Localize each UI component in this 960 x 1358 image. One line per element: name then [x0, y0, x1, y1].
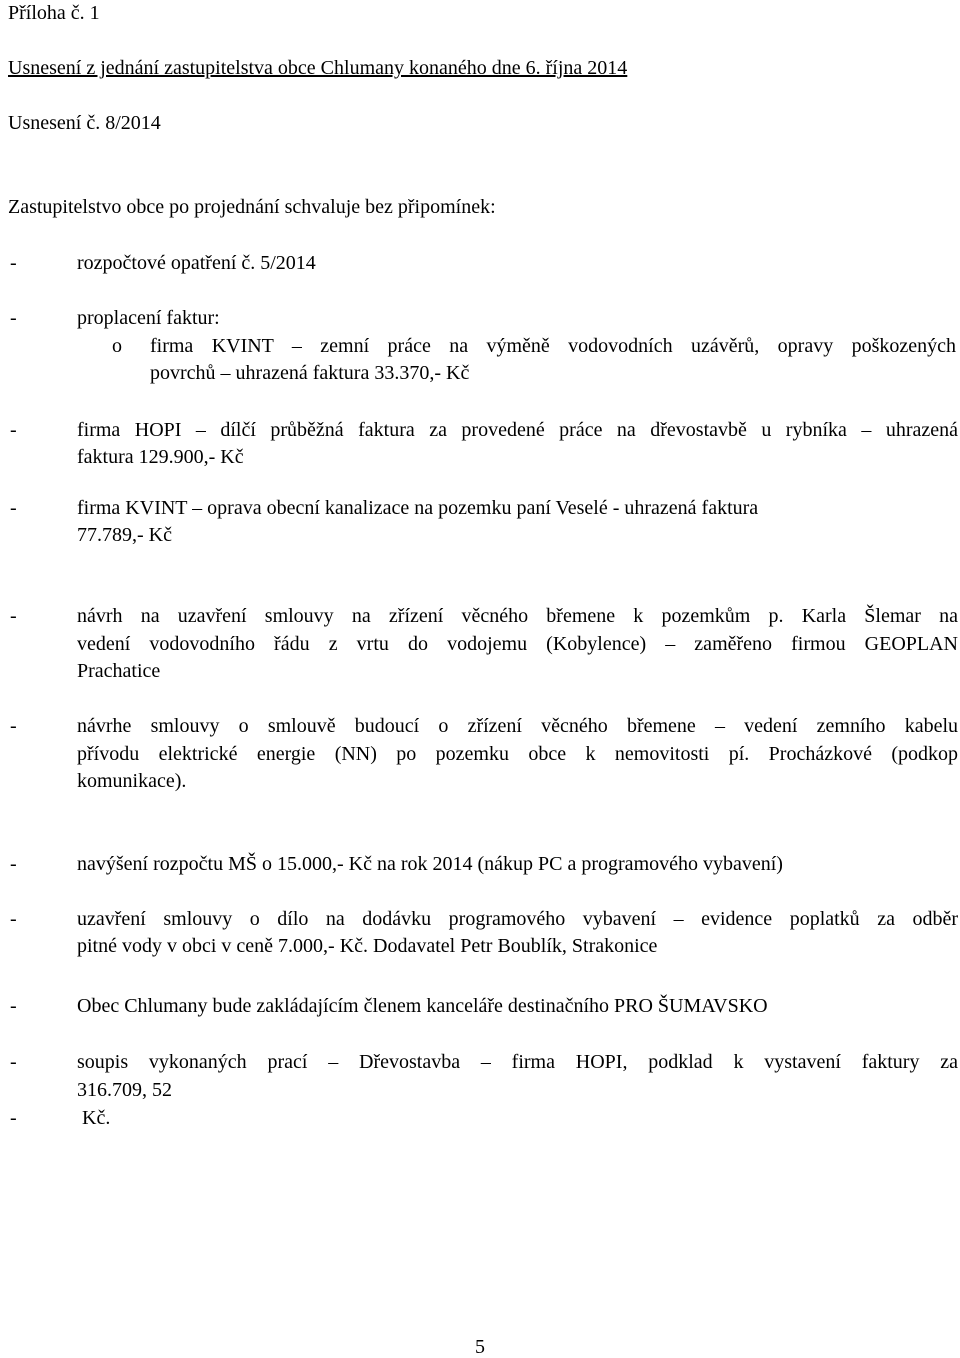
list-item-works-line2: 316.709, 52	[77, 1079, 172, 1101]
list-dash: -	[10, 1051, 17, 1073]
list-item-hopi-line1: firma HOPI – dílčí průběžná faktura za provedené práce na dřevostavbě u rybníka – uhrazená	[77, 419, 958, 441]
list-item-kvint-sewer-line1: firma KVINT – oprava obecní kanalizace na pozemku paní Veselé - uhrazená faktura	[77, 497, 759, 519]
sub-item-kvint-line1: firma KVINT – zemní práce na výměně vodovodních uzávěrů, opravy poškozených	[150, 335, 956, 357]
list-item-destination: Obec Chlumany bude zakládajícím členem kanceláře destinačního PRO ŠUMAVSKO	[77, 995, 768, 1017]
list-item-software-line2: pitné vody v obci v ceně 7.000,- Kč. Dodavatel Petr Boublík, Strakonice	[77, 935, 658, 957]
list-dash: -	[10, 307, 17, 329]
list-item-cable-line2: přívodu elektrické energie (NN) po pozemku obce k nemovitosti pí. Procházkové (podkop	[77, 743, 958, 765]
list-item-works-line1: soupis vykonaných prací – Dřevostavba – firma HOPI, podklad k vystavení faktury za	[77, 1051, 958, 1073]
list-item-easement-line1: návrh na uzavření smlouvy na zřízení věcného břemene k pozemkům p. Karla Šlemar na	[77, 605, 958, 627]
list-dash: -	[10, 605, 17, 627]
list-item-easement-line3: Prachatice	[77, 660, 161, 682]
list-item-cable-line1: návrhe smlouvy o smlouvě budoucí o zřízení věcného břemene – vedení zemního kabelu	[77, 715, 958, 737]
list-dash: -	[10, 419, 17, 441]
list-item-hopi-line2: faktura 129.900,- Kč	[77, 446, 244, 468]
list-item-invoices: proplacení faktur:	[77, 307, 220, 329]
list-item-kvint-sewer-line2: 77.789,- Kč	[77, 524, 172, 546]
sub-bullet: o	[112, 335, 122, 357]
sub-item-kvint-line2: povrchů – uhrazená faktura 33.370,- Kč	[150, 362, 470, 384]
list-item-currency: Kč.	[82, 1107, 111, 1129]
list-item-cable-line3: komunikace).	[77, 770, 187, 792]
list-dash: -	[10, 853, 17, 875]
list-item-kindergarten: navýšení rozpočtu MŠ o 15.000,- Kč na rok 2014 (nákup PC a programového vybavení)	[77, 853, 783, 875]
list-dash: -	[10, 715, 17, 737]
list-dash: -	[10, 252, 17, 274]
page-number: 5	[475, 1336, 485, 1358]
annex-label: Příloha č. 1	[8, 2, 100, 24]
list-item-software-line1: uzavření smlouvy o dílo na dodávku programového vybavení – evidence poplatků za odběr	[77, 908, 958, 930]
list-item-easement-line2: vedení vodovodního řádu z vrtu do vodojemu (Kobylence) – zaměřeno firmou GEOPLAN	[77, 633, 958, 655]
list-item-budget: rozpočtové opatření č. 5/2014	[77, 252, 316, 274]
resolution-number: Usnesení č. 8/2014	[8, 112, 161, 134]
list-dash: -	[10, 497, 17, 519]
list-dash: -	[10, 995, 17, 1017]
intro-text: Zastupitelstvo obce po projednání schvaluje bez připomínek:	[8, 196, 496, 218]
list-dash: -	[10, 1107, 17, 1129]
resolution-heading: Usnesení z jednání zastupitelstva obce Chlumany konaného dne 6. října 2014	[8, 57, 628, 79]
list-dash: -	[10, 908, 17, 930]
